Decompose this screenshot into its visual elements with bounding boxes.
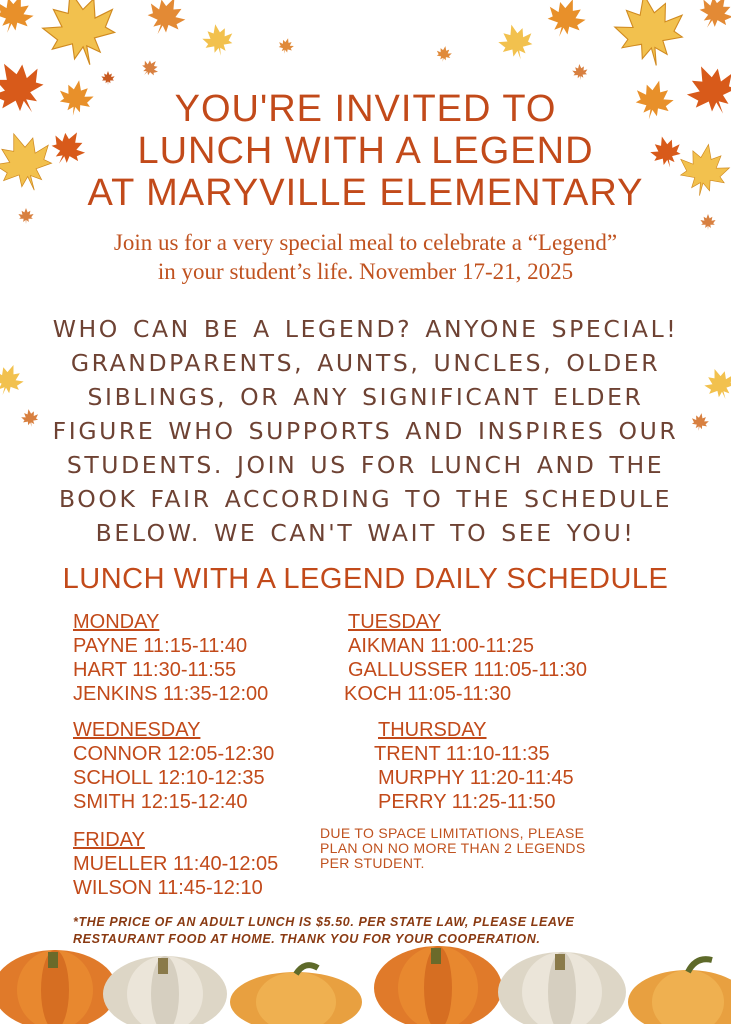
title-line: YOU'RE INVITED TO xyxy=(174,88,557,130)
maple-leaf-icon xyxy=(0,0,39,39)
schedule-entry: PERRY 11:25-11:50 xyxy=(378,791,556,813)
day-name: MONDAY xyxy=(73,611,160,633)
schedule-wednesday xyxy=(73,718,274,814)
subtitle-line: in your student’s life. November 17-21, 2025 xyxy=(157,259,574,284)
pumpkins-decoration xyxy=(0,930,731,1024)
intro-line: BOOK FAIR ACCORDING TO THE SCHEDULE xyxy=(58,485,673,513)
schedule-entry: HART 11:30-11:55 xyxy=(73,659,237,681)
subtitle xyxy=(0,228,731,286)
pumpkin-icon xyxy=(230,965,362,1024)
maple-leaf-icon xyxy=(138,56,163,81)
maple-leaf-icon xyxy=(35,0,124,74)
maple-leaf-icon xyxy=(690,412,710,433)
day-name: THURSDAY xyxy=(378,719,487,741)
pumpkin-icon xyxy=(103,956,227,1024)
schedule-entry: CONNOR 12:05-12:30 xyxy=(73,743,275,765)
schedule-entry: KOCH 11:05-11:30 xyxy=(344,683,512,705)
maple-leaf-icon xyxy=(200,22,235,59)
schedule-title: LUNCH WITH A LEGEND DAILY SCHEDULE xyxy=(62,563,669,595)
intro-line: FIGURE WHO SUPPORTS AND INSPIRES OUR xyxy=(52,417,679,445)
schedule-entry: SMITH 12:15-12:40 xyxy=(73,791,248,813)
maple-leaf-icon xyxy=(101,71,114,85)
schedule-entry: WILSON 11:45-12:10 xyxy=(73,877,263,899)
schedule-entry: MUELLER 11:40-12:05 xyxy=(73,853,279,875)
schedule-tuesday xyxy=(344,610,588,706)
intro-line: GRANDPARENTS, AUNTS, UNCLES, OLDER xyxy=(70,349,661,377)
maple-leaf-icon xyxy=(277,36,296,55)
schedule-entry: MURPHY 11:20-11:45 xyxy=(378,767,574,789)
pumpkin-icon xyxy=(498,952,626,1024)
schedule-entry: GALLUSSER 111:05-11:30 xyxy=(348,659,588,681)
subtitle-line: Join us for a very special meal to celebrate a “Legend” xyxy=(113,230,618,255)
maple-leaf-icon xyxy=(20,408,40,429)
maple-leaf-icon xyxy=(435,45,453,63)
price-line: RESTAURANT FOOD AT HOME. THANK YOU FOR YOUR COOPERATION. xyxy=(73,932,541,946)
intro-line: BELOW. WE CAN'T WAIT TO SEE YOU! xyxy=(95,519,636,547)
pumpkin-icon xyxy=(374,946,502,1024)
day-name: WEDNESDAY xyxy=(73,719,201,741)
intro-line: STUDENTS. JOIN US FOR LUNCH AND THE xyxy=(66,451,665,479)
intro-line: WHO CAN BE A LEGEND? ANYONE SPECIAL! xyxy=(52,315,679,343)
schedule-friday xyxy=(73,828,278,900)
day-name: TUESDAY xyxy=(348,611,441,633)
space-limitation-note xyxy=(320,826,620,871)
maple-leaf-icon xyxy=(610,0,690,71)
schedule-entry: TRENT 11:10-11:35 xyxy=(374,743,550,765)
price-line: *THE PRICE OF AN ADULT LUNCH IS $5.50. PER STATE LAW, PLEASE LEAVE xyxy=(73,915,575,929)
page-title xyxy=(0,88,731,214)
note-line: PER STUDENT. xyxy=(320,855,425,871)
schedule-entry: PAYNE 11:15-11:40 xyxy=(73,635,248,657)
maple-leaf-icon xyxy=(692,0,731,36)
schedule-entry: JENKINS 11:35-12:00 xyxy=(73,683,269,705)
intro-paragraph xyxy=(40,312,691,550)
schedule-thursday xyxy=(374,718,574,814)
maple-leaf-icon xyxy=(0,360,28,400)
pumpkin-icon xyxy=(628,959,731,1024)
schedule-entry: SCHOLL 12:10-12:35 xyxy=(73,767,265,789)
title-line: LUNCH WITH A LEGEND xyxy=(137,130,594,172)
note-line: DUE TO SPACE LIMITATIONS, PLEASE xyxy=(320,825,585,841)
maple-leaf-icon xyxy=(541,0,590,43)
maple-leaf-icon xyxy=(700,364,731,404)
maple-leaf-icon xyxy=(140,0,191,42)
schedule-entry: AIKMAN 11:00-11:25 xyxy=(348,635,535,657)
intro-line: SIBLINGS, OR ANY SIGNIFICANT ELDER xyxy=(87,383,644,411)
note-line: PLAN ON NO MORE THAN 2 LEGENDS xyxy=(320,840,586,856)
schedule-monday xyxy=(73,610,268,706)
title-line: AT MARYVILLE ELEMENTARY xyxy=(87,172,644,214)
pumpkin-icon xyxy=(0,950,117,1024)
maple-leaf-icon xyxy=(572,63,589,80)
day-name: FRIDAY xyxy=(73,829,145,851)
maple-leaf-icon xyxy=(495,20,537,64)
